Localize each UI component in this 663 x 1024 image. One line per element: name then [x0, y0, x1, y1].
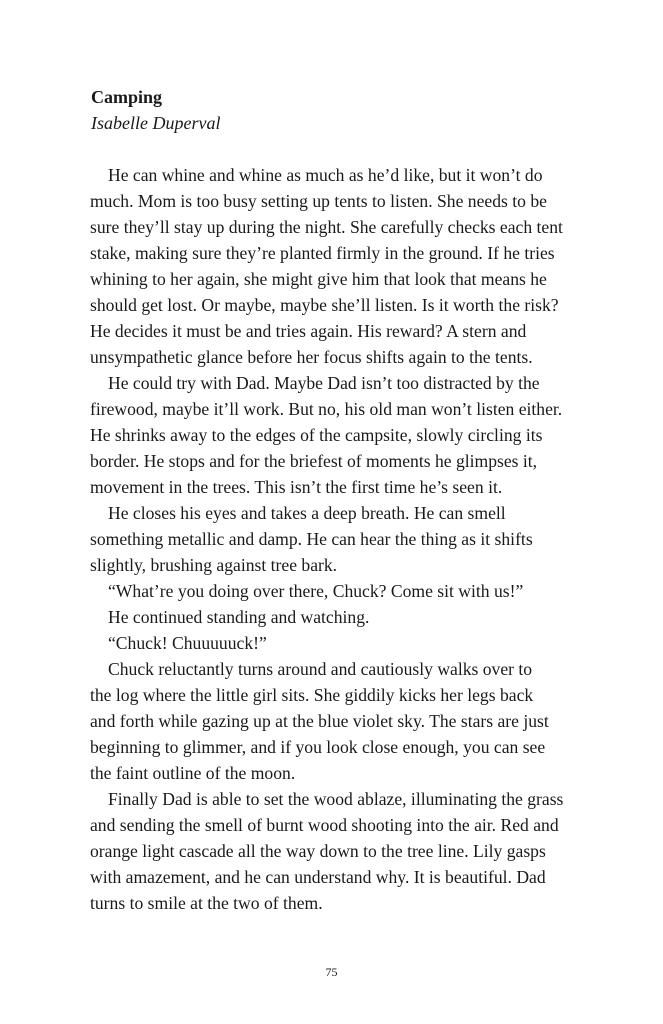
- page-number: 75: [325, 965, 338, 979]
- story-line: turns to smile at the two of them.: [90, 893, 323, 913]
- story-line: He could try with Dad. Maybe Dad isn’t too distracted by the: [108, 373, 540, 393]
- story-line: He continued standing and watching.: [108, 607, 370, 627]
- story-line: border. He stops and for the briefest of moments he glimpses it,: [90, 451, 538, 471]
- story-line: movement in the trees. This isn’t the first time he’s seen it.: [90, 477, 503, 497]
- story-line: stake, making sure they’re planted firmly in the ground. If he tries: [90, 243, 555, 263]
- story-line: whining to her again, she might give him that look that means he: [90, 269, 547, 289]
- story-line: with amazement, and he can understand why. It is beautiful. Dad: [90, 867, 546, 887]
- story-author: Isabelle Duperval: [91, 113, 221, 133]
- story-line: beginning to glimmer, and if you look close enough, you can see: [90, 737, 546, 757]
- story-body: [90, 162, 586, 916]
- story-line: and sending the smell of burnt wood shooting into the air. Red and: [90, 815, 559, 835]
- story-line: unsympathetic glance before her focus shifts again to the tents.: [90, 347, 533, 367]
- story-line: “Chuck! Chuuuuuck!”: [108, 633, 267, 653]
- story-line: sure they’ll stay up during the night. She carefully checks each tent: [90, 217, 563, 237]
- story-line: He can whine and whine as much as he’d like, but it won’t do: [108, 165, 543, 185]
- story-line: firewood, maybe it’ll work. But no, his old man won’t listen either.: [90, 399, 563, 419]
- story-line: the log where the little girl sits. She giddily kicks her legs back: [90, 685, 534, 705]
- story-line: the faint outline of the moon.: [90, 763, 296, 783]
- story-line: Finally Dad is able to set the wood ablaze, illuminating the grass: [108, 789, 564, 809]
- story-line: much. Mom is too busy setting up tents to listen. She needs to be: [90, 191, 547, 211]
- story-line: He shrinks away to the edges of the campsite, slowly circling its: [90, 425, 543, 445]
- story-title: Camping: [91, 87, 163, 107]
- story-line: He closes his eyes and takes a deep breath. He can smell: [108, 503, 506, 523]
- story-line: and forth while gazing up at the blue violet sky. The stars are just: [90, 711, 549, 731]
- story-line: Chuck reluctantly turns around and cautiously walks over to: [108, 659, 533, 679]
- story-line: should get lost. Or maybe, maybe she’ll listen. Is it worth the risk?: [90, 295, 559, 315]
- story-line: He decides it must be and tries again. His reward? A stern and: [90, 321, 527, 341]
- story-line: orange light cascade all the way down to the tree line. Lily gasps: [90, 841, 546, 861]
- story-line: “What’re you doing over there, Chuck? Come sit with us!”: [108, 581, 524, 601]
- story-line: slightly, brushing against tree bark.: [90, 555, 338, 575]
- story-line: something metallic and damp. He can hear the thing as it shifts: [90, 529, 533, 549]
